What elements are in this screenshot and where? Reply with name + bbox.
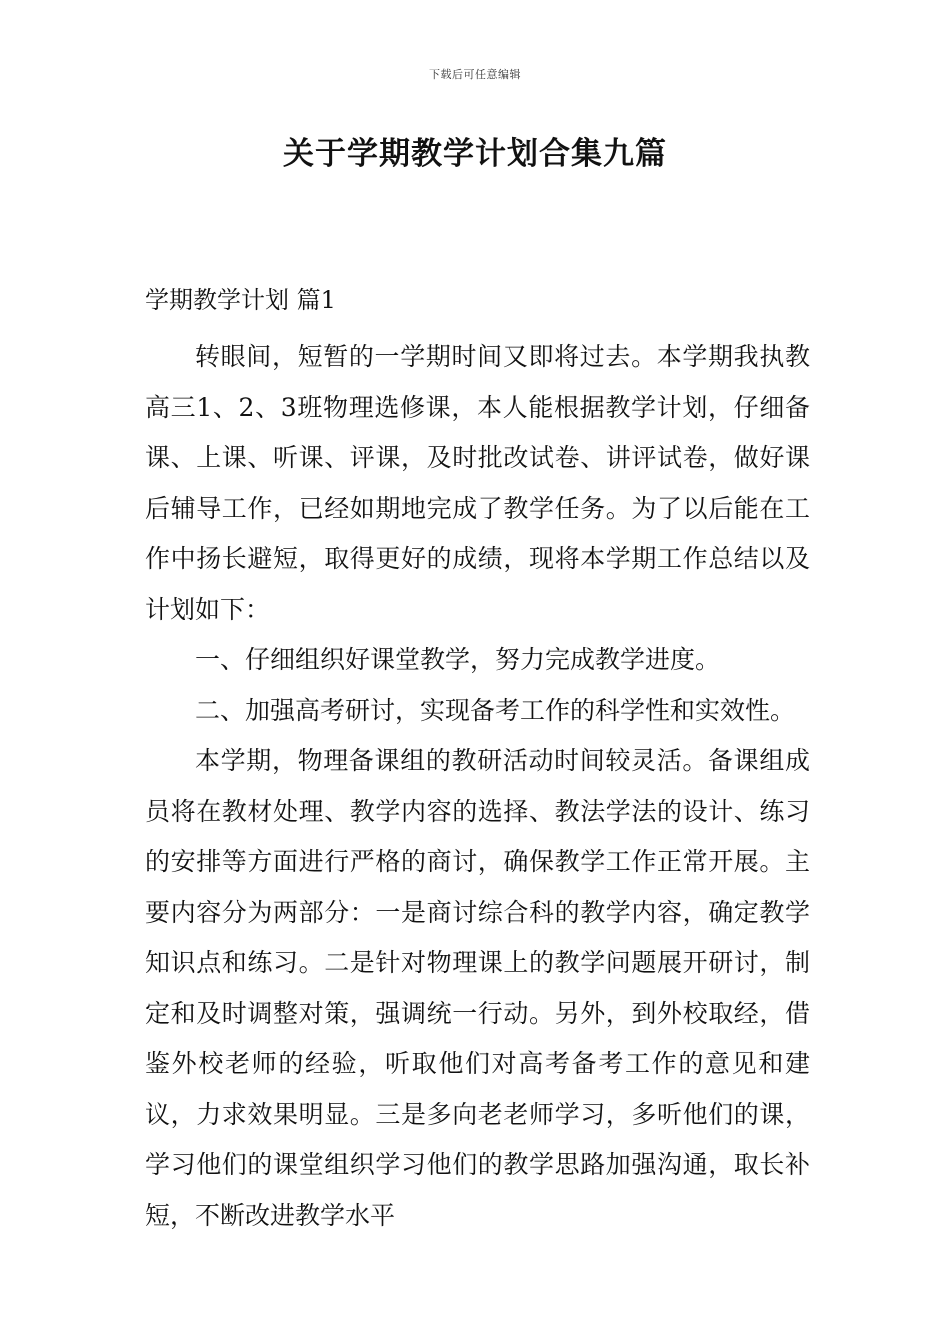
header-note: 下载后可任意编辑 bbox=[429, 68, 521, 81]
document-title: 关于学期教学计划合集九篇 bbox=[283, 136, 667, 172]
document-body bbox=[145, 280, 810, 1241]
paragraph-details: 本学期，物理备课组的教研活动时间较灵活。备课组成员将在教材处理、教学内容的选择、教法学法的设计、练习的安排等方面进行严格的商讨，确保教学工作正常开展。主要内容分为两部分：一是商讨综合科的教学内容，确定教学知识点和练习。二是针对物理课上的教学问题展开研讨，制定和及时调整对策，强调统一行动。另外，到外校取经，借鉴外校老师的经验，听取他们对高考备考工作的意见和建议，力求效果明显。三是多向老老师学习，多听他们的课，学习他们的课堂组织学习他们的教学思路加强沟通，取长补短，不断改进教学水平 bbox=[145, 746, 810, 1230]
paragraph-intro: 转眼间，短暂的一学期时间又即将过去。本学期我执教高三1、2、3班物理选修课，本人能根据教学计划，仔细备课、上课、听课、评课，及时批改试卷、讲评试卷，做好课后辅导工作，已经如期地完成了教学任务。为了以后能在工作中扬长避短，取得更好的成绩，现将本学期工作总结以及计划如下： bbox=[145, 342, 810, 624]
section-heading: 学期教学计划 篇1 bbox=[145, 286, 336, 314]
paragraph-point-one: 一、仔细组织好课堂教学，努力完成教学进度。 bbox=[195, 645, 721, 674]
paragraph-point-two: 二、加强高考研讨，实现备考工作的科学性和实效性。 bbox=[195, 695, 796, 725]
